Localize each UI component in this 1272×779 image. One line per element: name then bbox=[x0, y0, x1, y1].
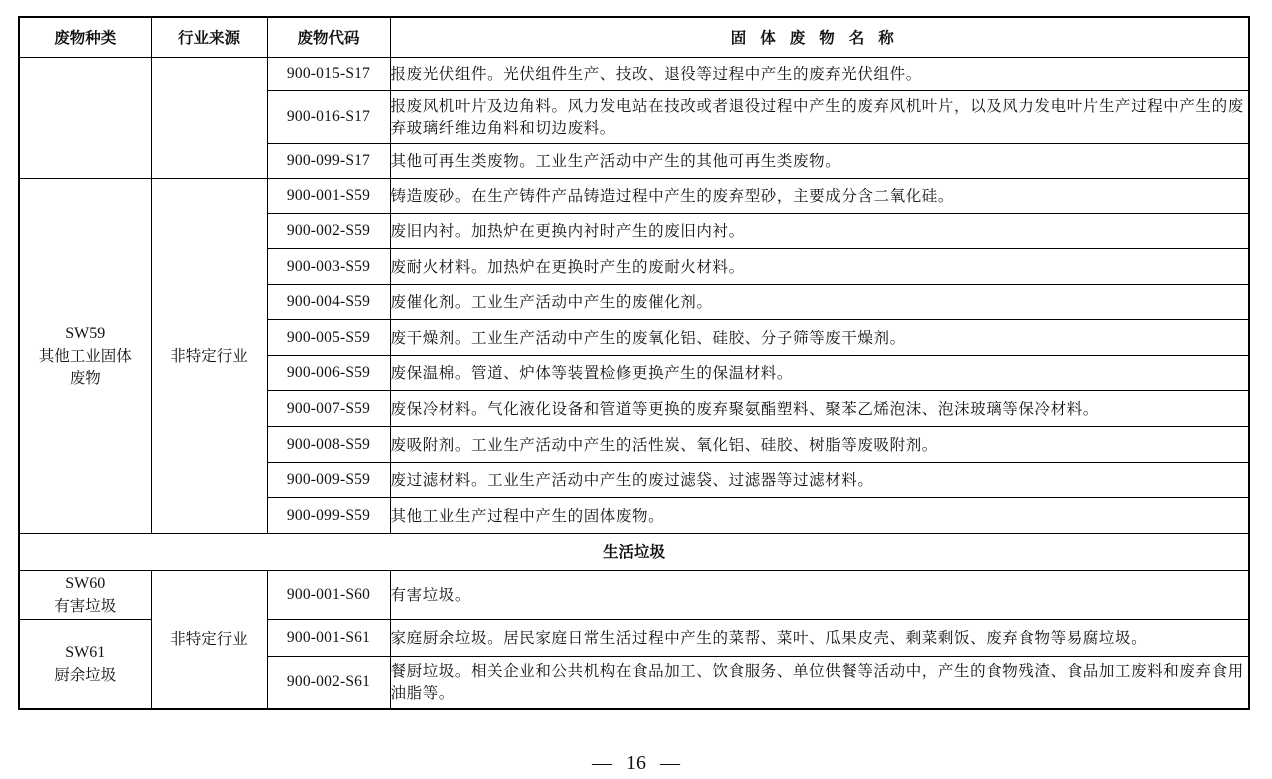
section-title-household-waste: 生活垃圾 bbox=[19, 534, 1249, 571]
waste-description: 其他工业生产过程中产生的固体废物。 bbox=[390, 498, 1249, 534]
category-name-line1: 其他工业固体 bbox=[38, 347, 132, 365]
waste-description: 废干燥剂。工业生产活动中产生的废氧化铝、硅胶、分子筛等废干燥剂。 bbox=[390, 320, 1249, 356]
table-row bbox=[19, 571, 1249, 620]
waste-code: 900-099-S59 bbox=[267, 498, 390, 534]
waste-description: 家庭厨余垃圾。居民家庭日常生活过程中产生的菜帮、菜叶、瓜果皮壳、剩菜剩饭、废弃食物等易腐垃圾。 bbox=[390, 620, 1249, 657]
category-cell-sw59 bbox=[19, 179, 151, 534]
waste-description: 其他可再生类废物。工业生产活动中产生的其他可再生类废物。 bbox=[390, 144, 1249, 179]
waste-description: 废过滤材料。工业生产活动中产生的废过滤袋、过滤器等过滤材料。 bbox=[390, 463, 1249, 498]
waste-code: 900-004-S59 bbox=[267, 285, 390, 320]
waste-code: 900-001-S59 bbox=[267, 179, 390, 214]
waste-code: 900-016-S17 bbox=[267, 91, 390, 144]
waste-code: 900-001-S61 bbox=[267, 620, 390, 657]
waste-code: 900-008-S59 bbox=[267, 427, 390, 463]
table-row bbox=[19, 58, 1249, 91]
section-row bbox=[19, 534, 1249, 571]
waste-code: 900-001-S60 bbox=[267, 571, 390, 620]
category-name: 有害垃圾 bbox=[54, 597, 117, 615]
header-code: 废物代码 bbox=[267, 17, 390, 58]
category-name-line2: 废物 bbox=[69, 369, 101, 387]
solid-waste-table bbox=[18, 16, 1250, 710]
header-name: 固体废物名称 bbox=[390, 17, 1249, 58]
source-cell-household: 非特定行业 bbox=[151, 571, 267, 709]
page-footer bbox=[0, 752, 1272, 775]
waste-description: 报废风机叶片及边角料。风力发电站在技改或者退役过程中产生的废弃风机叶片，以及风力发电叶片生产过程中产生的废弃玻璃纤维边角料和切边废料。 bbox=[390, 91, 1249, 144]
dash-left: — bbox=[592, 752, 612, 774]
waste-code: 900-007-S59 bbox=[267, 391, 390, 427]
category-code: SW61 bbox=[65, 643, 106, 661]
table-row bbox=[19, 179, 1249, 214]
table-header-row bbox=[19, 17, 1249, 58]
waste-code: 900-006-S59 bbox=[267, 356, 390, 391]
waste-description: 废吸附剂。工业生产活动中产生的活性炭、氧化铝、硅胶、树脂等废吸附剂。 bbox=[390, 427, 1249, 463]
waste-description: 废耐火材料。加热炉在更换时产生的废耐火材料。 bbox=[390, 249, 1249, 285]
waste-code: 900-002-S59 bbox=[267, 214, 390, 249]
header-category: 废物种类 bbox=[19, 17, 151, 58]
waste-code: 900-003-S59 bbox=[267, 249, 390, 285]
waste-description: 废保温棉。管道、炉体等装置检修更换产生的保温材料。 bbox=[390, 356, 1249, 391]
waste-description: 有害垃圾。 bbox=[390, 571, 1249, 620]
waste-description: 报废光伏组件。光伏组件生产、技改、退役等过程中产生的废弃光伏组件。 bbox=[390, 58, 1249, 91]
category-name: 厨余垃圾 bbox=[54, 665, 117, 684]
category-code: SW59 bbox=[65, 325, 106, 342]
header-source: 行业来源 bbox=[151, 17, 267, 58]
source-cell-empty bbox=[151, 58, 267, 179]
waste-description: 餐厨垃圾。相关企业和公共机构在食品加工、饮食服务、单位供餐等活动中，产生的食物残渣、食品加工废料和废弃食用油脂等。 bbox=[390, 657, 1249, 709]
dash-right: — bbox=[660, 752, 680, 774]
source-cell-sw59: 非特定行业 bbox=[151, 179, 267, 534]
category-cell-empty bbox=[19, 58, 151, 179]
waste-code: 900-099-S17 bbox=[267, 144, 390, 179]
waste-code: 900-009-S59 bbox=[267, 463, 390, 498]
waste-code: 900-002-S61 bbox=[267, 657, 390, 709]
waste-description: 铸造废砂。在生产铸件产品铸造过程中产生的废弃型砂，主要成分含二氧化硅。 bbox=[390, 179, 1249, 214]
page-number: 16 bbox=[626, 752, 646, 774]
category-cell-sw61 bbox=[19, 620, 151, 709]
waste-code: 900-005-S59 bbox=[267, 320, 390, 356]
waste-description: 废保冷材料。气化液化设备和管道等更换的废弃聚氨酯塑料、聚苯乙烯泡沫、泡沫玻璃等保冷材料。 bbox=[390, 391, 1249, 427]
waste-code: 900-015-S17 bbox=[267, 58, 390, 91]
category-cell-sw60 bbox=[19, 571, 151, 620]
waste-description: 废旧内衬。加热炉在更换内衬时产生的废旧内衬。 bbox=[390, 214, 1249, 249]
category-code: SW60 bbox=[65, 575, 106, 592]
waste-description: 废催化剂。工业生产活动中产生的废催化剂。 bbox=[390, 285, 1249, 320]
